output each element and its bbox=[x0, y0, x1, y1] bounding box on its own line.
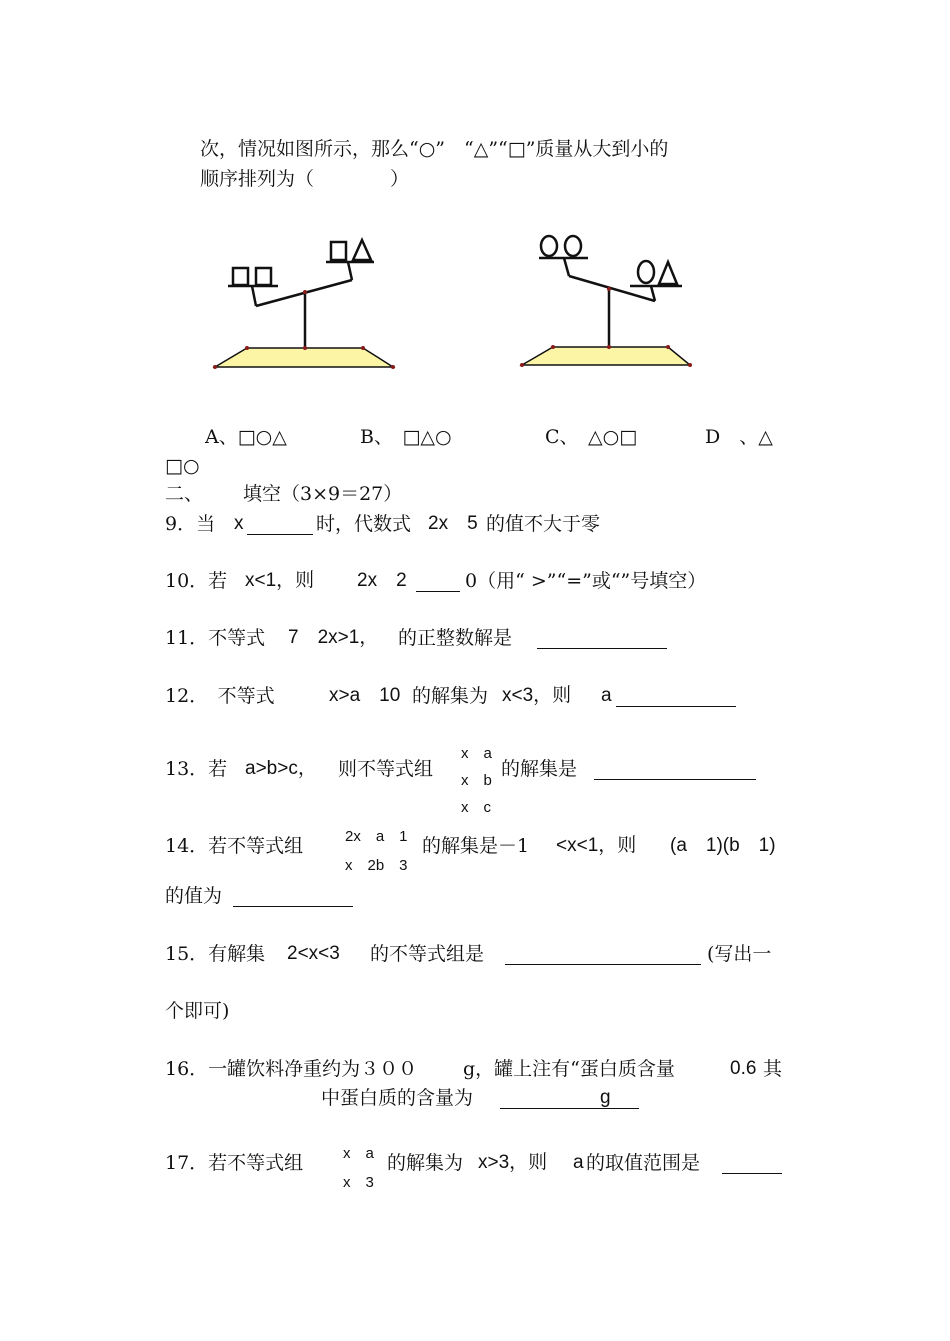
option-b: B、 □△○ bbox=[360, 426, 452, 448]
q15-cond: 2<x<3 bbox=[287, 943, 340, 964]
q14-blank[interactable] bbox=[233, 906, 353, 907]
q14-end: 的值为 bbox=[165, 885, 223, 907]
q17-blank[interactable] bbox=[722, 1173, 782, 1174]
q9-text: 时，代数式 bbox=[316, 513, 412, 535]
left-high-triangle bbox=[353, 240, 371, 260]
section-number: 二、 bbox=[165, 483, 204, 505]
balance-scales-figure bbox=[0, 0, 950, 400]
q16-tail: 其 bbox=[763, 1058, 783, 1080]
q17-cond: x>3，则 bbox=[478, 1152, 548, 1173]
q12-expr: x>a 10 bbox=[329, 685, 401, 706]
left-balance-scale bbox=[213, 240, 395, 369]
q10-number: 10．若 bbox=[165, 570, 228, 592]
q17-system-row: x a bbox=[343, 1145, 374, 1162]
intro-line-2: 顺序排列为（ ） bbox=[200, 168, 410, 190]
section-title: 填空（3×9＝27） bbox=[243, 483, 403, 505]
q13-end: 的解集是 bbox=[501, 758, 578, 780]
intro-line-1: 次，情况如图所示，那么“○” “△”“□”质量从大到小的 bbox=[200, 138, 669, 160]
q10-blank[interactable] bbox=[416, 591, 460, 592]
option-d-continued: □○ bbox=[165, 455, 200, 477]
left-high-square bbox=[331, 242, 346, 260]
q13-number: 13．若 bbox=[165, 758, 228, 780]
q14-expr: (a 1)(b 1) bbox=[670, 835, 776, 856]
q10-end: 0（用“ >”“=”或“”号填空） bbox=[465, 570, 707, 592]
q9-var: x bbox=[234, 513, 244, 534]
q15-number: 15．有解集 bbox=[165, 943, 266, 965]
right-scale-beam bbox=[569, 276, 655, 301]
q14-number: 14．若不等式组 bbox=[165, 835, 304, 857]
q15-note-cont: 个即可) bbox=[165, 1000, 230, 1022]
q10-cond: x<1，则 bbox=[245, 570, 315, 591]
right-balance-scale bbox=[520, 236, 692, 367]
q11-number: 11．不等式 bbox=[165, 627, 266, 649]
q16-text: g，罐上注有“蛋白质含量 bbox=[463, 1058, 675, 1080]
q14-system-row: x 2b 3 bbox=[345, 857, 408, 874]
q17-text-2: 的取值范围是 bbox=[586, 1152, 701, 1174]
q14-text: 的解集是－1 bbox=[422, 835, 530, 857]
q16-line2: 中蛋白质的含量为 bbox=[321, 1087, 474, 1109]
q12-var: a bbox=[601, 685, 612, 706]
q15-note: (写出一 bbox=[707, 943, 772, 965]
q17-system-row: x 3 bbox=[343, 1174, 374, 1191]
q17-text: 的解集为 bbox=[387, 1152, 464, 1174]
q13-cond: a>b>c， bbox=[245, 758, 317, 779]
q11-blank[interactable] bbox=[537, 648, 667, 649]
q14-cond: <x<1，则 bbox=[556, 835, 637, 856]
option-d: D 、△ bbox=[705, 426, 773, 448]
right-low-circle bbox=[638, 261, 654, 283]
q11-expr: 7 2x>1， bbox=[288, 627, 379, 648]
option-c: C、 △○□ bbox=[545, 426, 638, 448]
option-a: A、□○△ bbox=[205, 426, 287, 448]
q16-unit: g bbox=[600, 1087, 611, 1108]
q13-blank[interactable] bbox=[594, 779, 756, 780]
q9-number: 9．当 bbox=[165, 513, 216, 535]
left-low-square-2 bbox=[256, 268, 271, 285]
q9-end: 的值不大于零 bbox=[486, 513, 601, 535]
q12-text: 的解集为 bbox=[412, 685, 489, 707]
q13-system-row: x c bbox=[461, 799, 492, 816]
right-high-circle-1 bbox=[541, 236, 557, 256]
left-low-square-1 bbox=[233, 268, 248, 285]
q13-text: 则不等式组 bbox=[338, 758, 434, 780]
q10-expr: 2x 2 bbox=[357, 570, 407, 591]
q9-blank[interactable] bbox=[247, 534, 313, 535]
q15-text: 的不等式组是 bbox=[370, 943, 485, 965]
q16-blank[interactable] bbox=[500, 1108, 639, 1109]
right-scale-base bbox=[522, 347, 690, 365]
q14-system-row: 2x a 1 bbox=[345, 828, 408, 845]
q17-var: a bbox=[573, 1152, 584, 1173]
right-low-triangle bbox=[659, 262, 677, 284]
q16-value: 0.6 bbox=[730, 1058, 757, 1079]
q12-number: 12． 不等式 bbox=[165, 685, 275, 707]
q9-expr: 2x 5 bbox=[428, 513, 478, 534]
q15-blank[interactable] bbox=[505, 964, 701, 965]
q13-system-row: x b bbox=[461, 772, 492, 789]
q13-system-row: x a bbox=[461, 745, 492, 762]
q12-blank[interactable] bbox=[616, 706, 736, 707]
left-scale-base bbox=[215, 348, 393, 367]
q12-cond: x<3，则 bbox=[502, 685, 572, 706]
q11-text: 的正整数解是 bbox=[398, 627, 513, 649]
q17-number: 17．若不等式组 bbox=[165, 1152, 304, 1174]
right-high-circle-2 bbox=[565, 236, 581, 256]
q16-number: 16．一罐饮料净重约为３００ bbox=[165, 1058, 418, 1080]
